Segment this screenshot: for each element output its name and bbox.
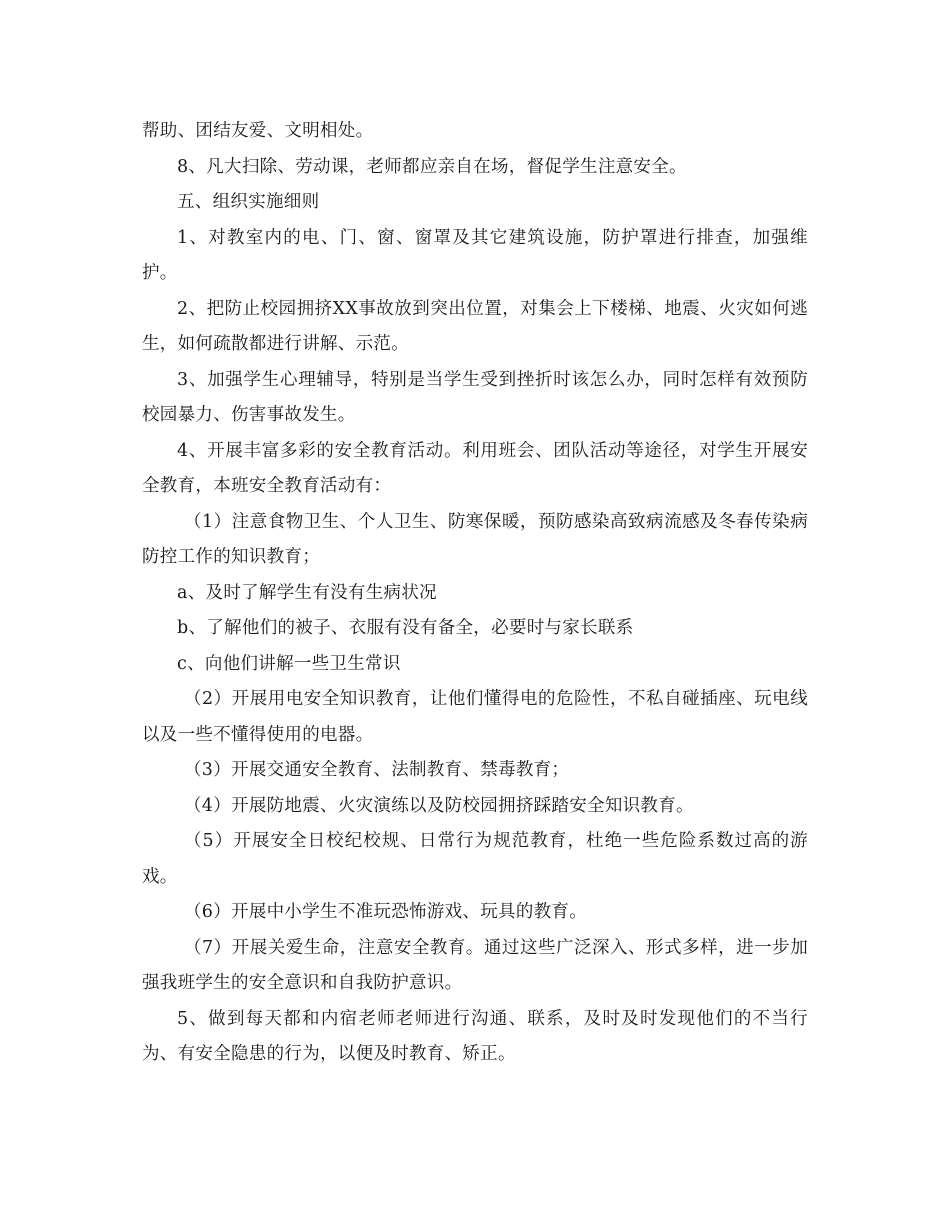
sub-item-3: （3）开展交通安全教育、法制教育、禁毒教育； bbox=[184, 760, 570, 780]
paragraph-item-1: 1、对教室内的电、门、窗、窗罩及其它建筑设施，防护罩进行排查，加强维护。 bbox=[142, 227, 808, 283]
document-body bbox=[142, 114, 808, 1073]
sub-item-6: （6）开展中小学生不准玩恐怖游戏、玩具的教育。 bbox=[184, 902, 588, 922]
sub-item-5: （5）开展安全日校纪校规、日常行为规范教育，杜绝一些危险系数过高的游戏。 bbox=[142, 831, 808, 887]
sub-item-7: （7）开展关爱生命，注意安全教育。通过这些广泛深入、形式多样，进一步加强我班学生的安全意识和自我防护意识。 bbox=[142, 937, 808, 993]
sub-point-b: b、了解他们的被子、衣服有没有备全，必要时与家长联系 bbox=[177, 618, 634, 638]
section-heading-5: 五、组织实施细则 bbox=[177, 192, 320, 212]
paragraph-item-2: 2、把防止校园拥挤XX事故放到突出位置，对集会上下楼梯、地震、火灾如何逃生，如何疏散都进行讲解、示范。 bbox=[142, 298, 808, 354]
paragraph-item-3: 3、加强学生心理辅导，特别是当学生受到挫折时该怎么办，同时怎样有效预防校园暴力、伤害事故发生。 bbox=[142, 369, 808, 425]
paragraph-continuation: 帮助、团结友爱、文明相处。 bbox=[142, 121, 374, 141]
paragraph-item-5: 5、做到每天都和内宿老师老师进行沟通、联系，及时及时发现他们的不当行为、有安全隐患的行为，以便及时教育、矫正。 bbox=[142, 1008, 808, 1064]
paragraph-item-8: 8、凡大扫除、劳动课，老师都应亲自在场，督促学生注意安全。 bbox=[177, 156, 687, 177]
paragraph-item-4: 4、开展丰富多彩的安全教育活动。利用班会、团队活动等途径，对学生开展安全教育，本班安全教育活动有： bbox=[142, 440, 808, 496]
sub-point-a: a、及时了解学生有没有生病状况 bbox=[177, 582, 437, 603]
sub-point-c: c、向他们讲解一些卫生常识 bbox=[177, 653, 401, 674]
sub-item-1: （1）注意食物卫生、个人卫生、防寒保暖，预防感染高致病流感及冬春传染病防控工作的知识教育； bbox=[142, 511, 808, 567]
sub-item-4: （4）开展防地震、火灾演练以及防校园拥挤踩踏安全知识教育。 bbox=[184, 795, 694, 816]
sub-item-2: （2）开展用电安全知识教育，让他们懂得电的危险性，不私自碰插座、玩电线以及一些不懂得使用的电器。 bbox=[142, 689, 808, 745]
